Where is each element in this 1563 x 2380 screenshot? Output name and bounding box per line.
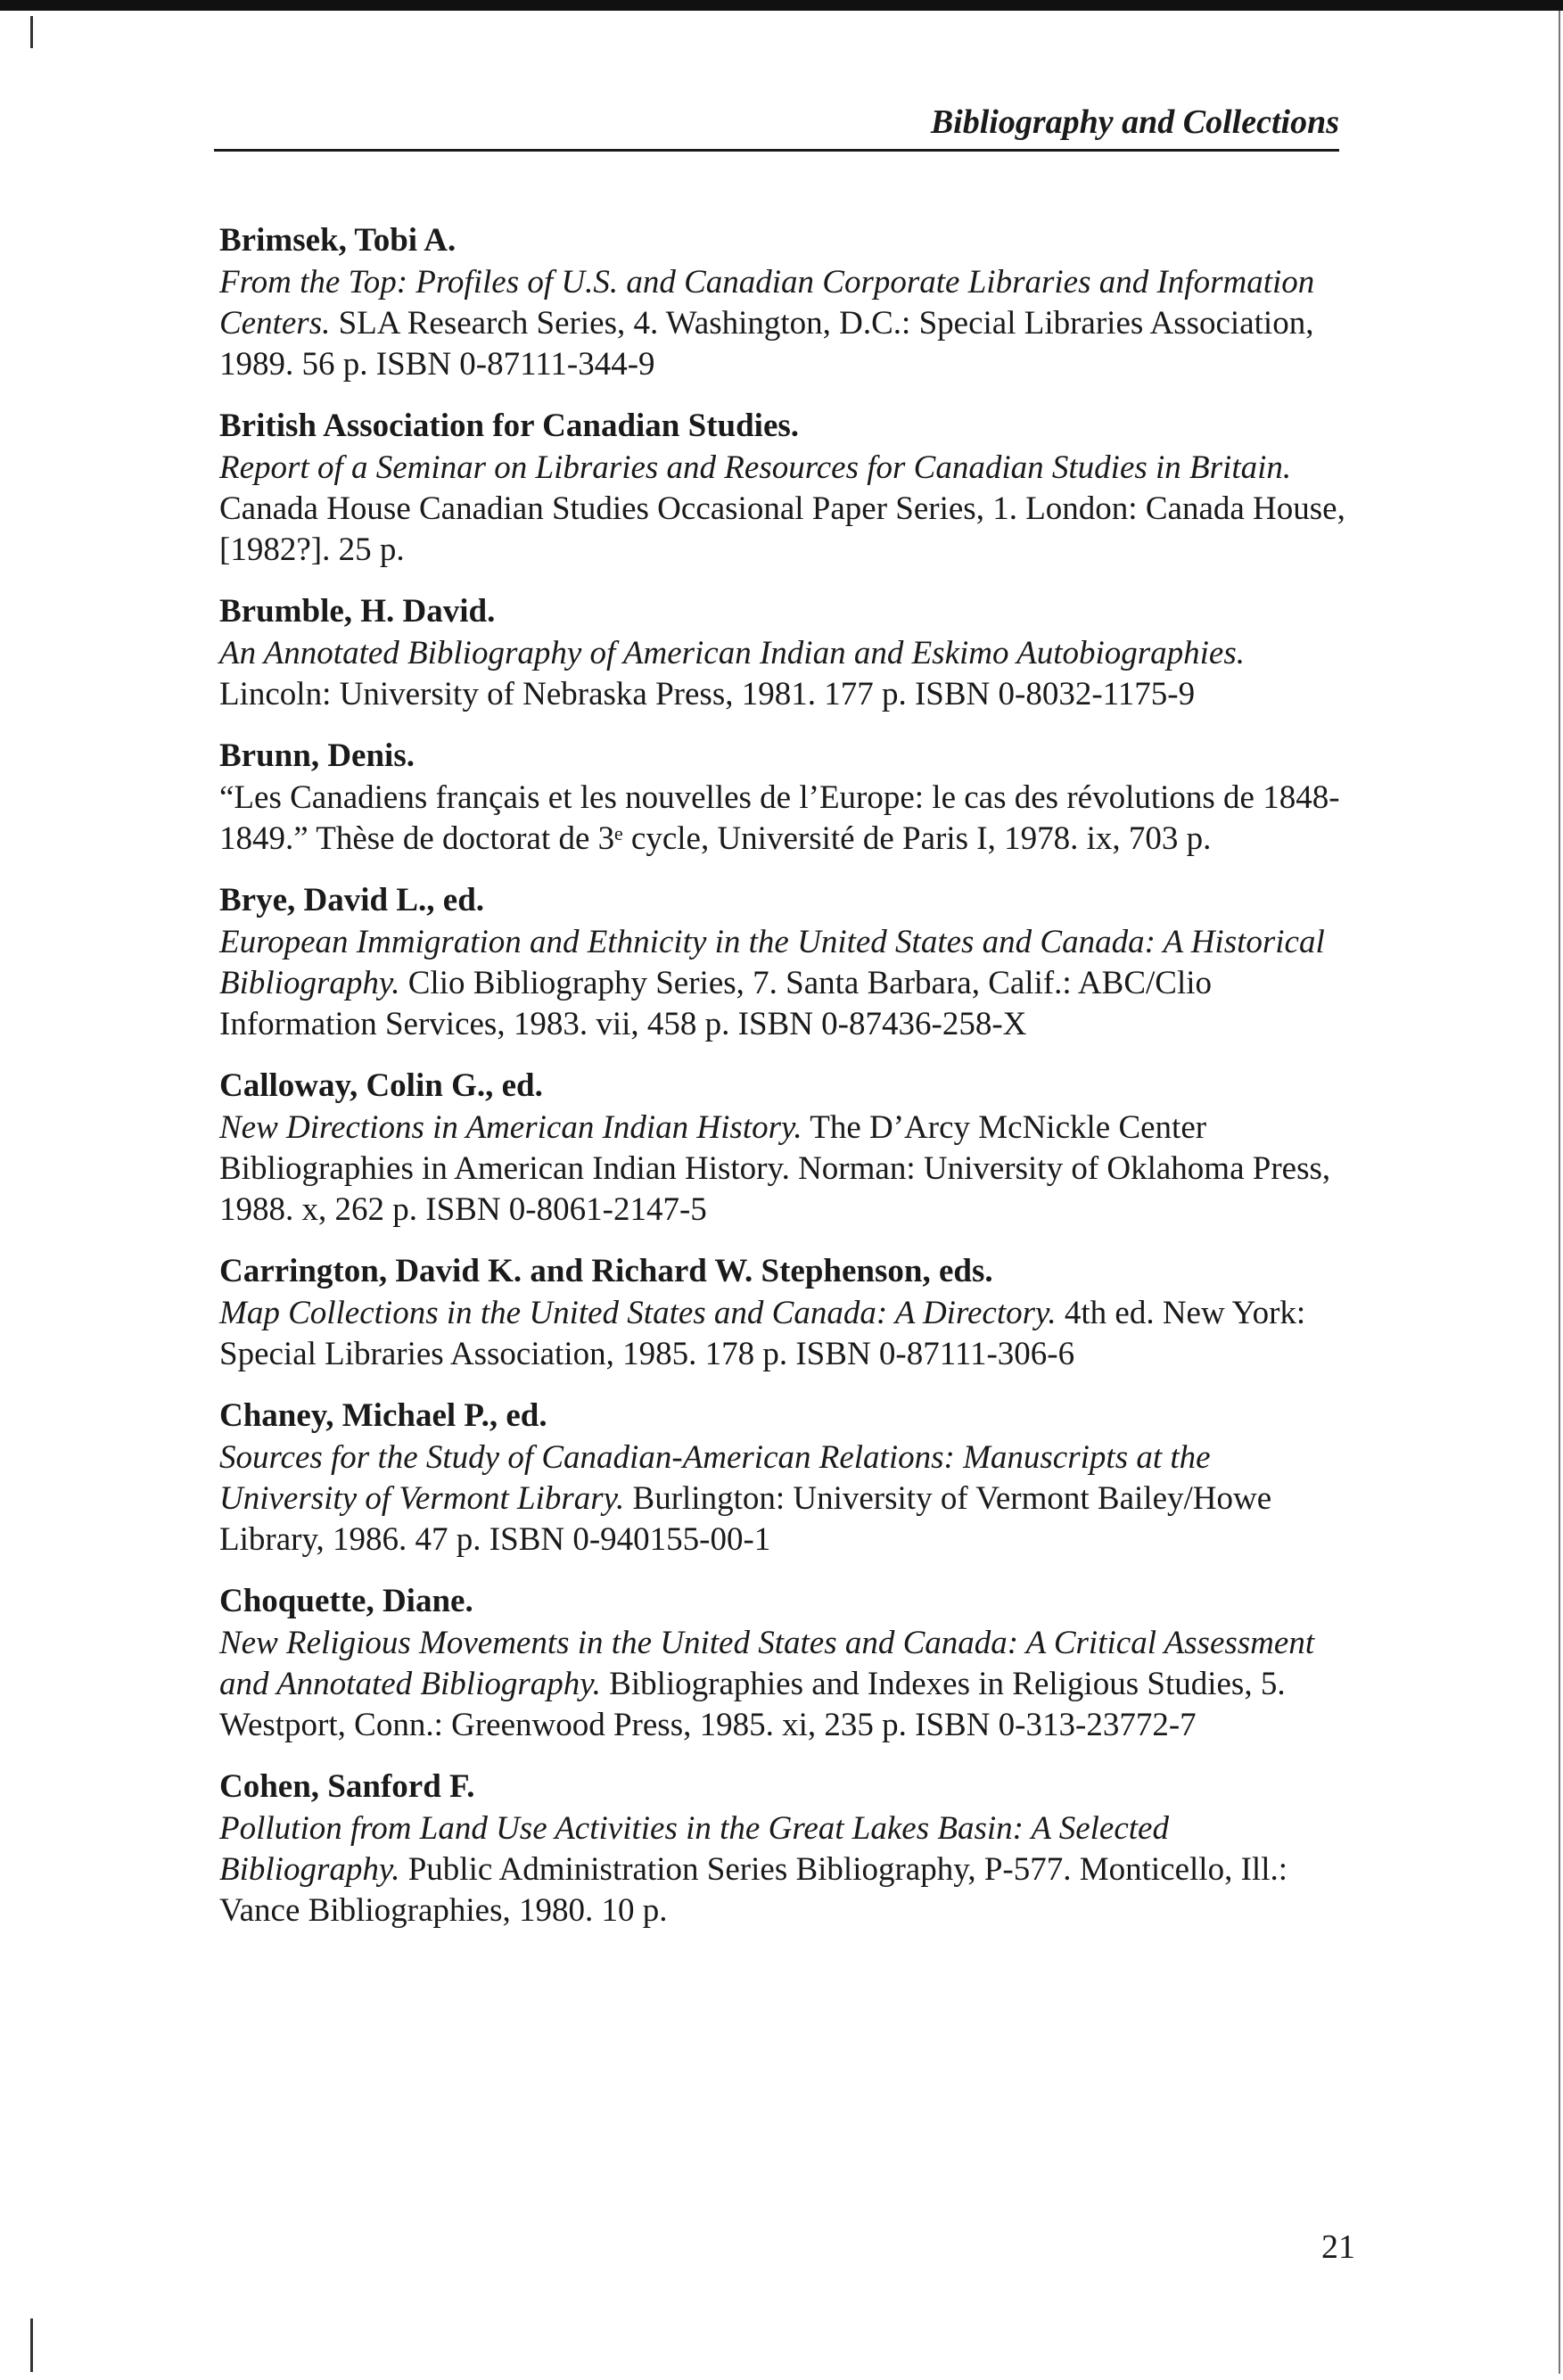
entry-title: From the Top: Profiles of U.S. and Canadian Corporate Libraries and Information Centers. — [219, 264, 1315, 342]
entry-details: Clio Bibliography Series, 7. Santa Barbara, Calif.: ABC/Clio Information Services, 1983. vii, 458 p. ISBN 0-87436-258-X — [219, 965, 1213, 1042]
entry-title: Sources for the Study of Canadian-American Relations: Manuscripts at the University of Vermont Library. — [219, 1439, 1211, 1517]
entry-details: Burlington: University of Vermont Bailey/Howe Library, 1986. 47 p. ISBN 0-940155-00-1 — [219, 1480, 1272, 1558]
entry-citation — [219, 1808, 1347, 1931]
scan-margin-mark — [30, 16, 33, 48]
bibliography-entry — [219, 1250, 1347, 1375]
entry-author: Chaney, Michael P., ed. — [219, 1397, 547, 1434]
entry-author: British Association for Canadian Studies. — [219, 408, 800, 444]
entry-details: The D’Arcy McNickle Center Bibliographies in American Indian History. Norman: University of Oklahoma Press, 1988. x, 262 p. ISBN 0-8061-2147-5 — [219, 1109, 1331, 1228]
entry-details: SLA Research Series, 4. Washington, D.C.: Special Libraries Association, 1989. 56 p. ISBN 0-87111-344-9 — [219, 305, 1314, 383]
entry-title: Map Collections in the United States and Canada: A Directory. — [219, 1295, 1057, 1331]
entry-title: New Religious Movements in the United States and Canada: A Critical Assessment and Annotated Bibliography. — [219, 1625, 1315, 1702]
scan-margin-mark — [30, 2318, 33, 2372]
entry-citation — [219, 448, 1347, 571]
entry-title: An Annotated Bibliography of American Indian and Eskimo Autobiographies. — [219, 635, 1245, 671]
header-rule — [214, 149, 1339, 152]
entry-details: Public Administration Series Bibliography, P-577. Monticello, Ill.: Vance Bibliographies, 1980. 10 p. — [219, 1851, 1287, 1929]
entry-author: Brumble, H. David. — [219, 593, 496, 630]
entry-details: “Les Canadiens français et les nouvelles de l’Europe: le cas des révolutions de 1848-1849.” Thèse de doctorat de 3ᵉ cycle, Université de Paris I, 1978. ix, 703 p. — [219, 779, 1340, 857]
entry-details: Bibliographies and Indexes in Religious Studies, 5. Westport, Conn.: Greenwood Press, 1985. xi, 235 p. ISBN 0-313-23772-7 — [219, 1666, 1286, 1743]
entry-author: Calloway, Colin G., ed. — [219, 1067, 543, 1104]
entry-citation — [219, 262, 1347, 385]
entry-author: Brunn, Denis. — [219, 737, 415, 774]
entry-author: Cohen, Sanford F. — [219, 1768, 475, 1805]
entry-citation — [219, 922, 1347, 1045]
entry-author: Carrington, David K. and Richard W. Stephenson, eds. — [219, 1253, 993, 1289]
scan-page-edge — [1559, 11, 1560, 2374]
page-number: 21 — [1321, 2228, 1355, 2266]
entry-author: Brimsek, Tobi A. — [219, 222, 457, 259]
bibliography-entry — [219, 405, 1347, 571]
entry-citation — [219, 1437, 1347, 1561]
scan-top-border — [0, 0, 1563, 11]
entry-author: Choquette, Diane. — [219, 1583, 473, 1619]
bibliography-entry — [219, 879, 1347, 1045]
entry-title: Pollution from Land Use Activities in the Great Lakes Basin: A Selected Bibliography. — [219, 1810, 1169, 1888]
bibliography-list — [219, 219, 1347, 1951]
entry-details: 4th ed. New York: Special Libraries Association, 1985. 178 p. ISBN 0-87111-306-6 — [219, 1295, 1306, 1372]
entry-citation — [219, 778, 1347, 860]
bibliography-entry — [219, 219, 1347, 385]
entry-title: Report of a Seminar on Libraries and Resources for Canadian Studies in Britain. — [219, 449, 1292, 486]
entry-author: Brye, David L., ed. — [219, 882, 485, 918]
entry-citation — [219, 633, 1347, 715]
bibliography-entry — [219, 1766, 1347, 1931]
running-header: Bibliography and Collections — [930, 103, 1339, 141]
entry-title: European Immigration and Ethnicity in the United States and Canada: A Historical Bibliography. — [219, 924, 1325, 1001]
entry-citation — [219, 1293, 1347, 1375]
entry-citation — [219, 1108, 1347, 1231]
entry-details: Lincoln: University of Nebraska Press, 1981. 177 p. ISBN 0-8032-1175-9 — [219, 676, 1196, 712]
bibliography-entry — [219, 1395, 1347, 1561]
entry-details: Canada House Canadian Studies Occasional Paper Series, 1. London: Canada House, [1982?]. 25 p. — [219, 490, 1345, 568]
entry-title: New Directions in American Indian History. — [219, 1109, 802, 1146]
bibliography-entry — [219, 735, 1347, 860]
bibliography-entry — [219, 1580, 1347, 1746]
bibliography-entry — [219, 590, 1347, 715]
bibliography-entry — [219, 1065, 1347, 1231]
entry-citation — [219, 1623, 1347, 1746]
